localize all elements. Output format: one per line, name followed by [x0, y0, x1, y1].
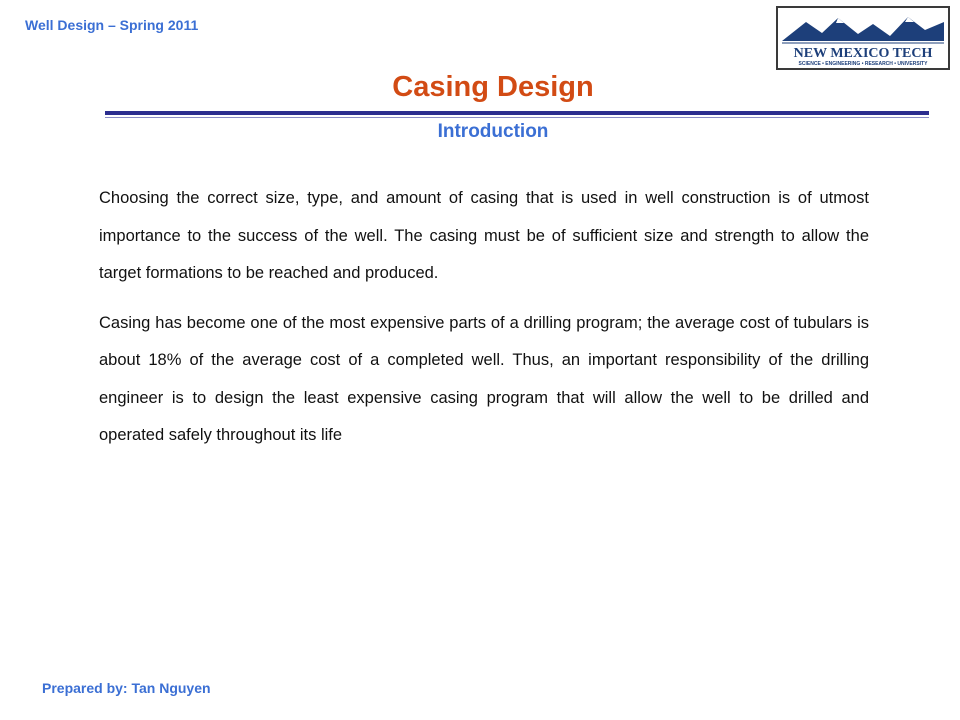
title-divider-thick [105, 111, 929, 115]
body-text [99, 180, 869, 455]
paragraph-casing-cost: Casing has become one of the most expensive parts of a drilling program; the average cost of tubulars is about 18% of the average cost of a completed well. Thus, an important responsibility of the drilling engineer is to design the least expensive casing program that will allow the well to be drilled and operated safely throughout its life [99, 313, 869, 444]
course-title: Well Design – Spring 2011 [25, 17, 199, 33]
logo-name: NEW MEXICO TECH [793, 46, 933, 61]
university-logo [776, 6, 950, 70]
title-divider-thin [105, 117, 929, 118]
logo-tagline: SCIENCE • ENGINEERING • RESEARCH • UNIVERSITY [798, 61, 928, 67]
slide-subtitle: Introduction [437, 121, 549, 142]
slide-title: Casing Design [392, 71, 594, 103]
paragraph-casing-selection: Choosing the correct size, type, and amount of casing that is used in well construction is of utmost importance to the success of the well. The casing must be of sufficient size and strength to allow the target formations to be reached and produced. [99, 189, 869, 282]
mountain-logo-icon [778, 8, 948, 68]
footer-prepared-by: Prepared by: Tan Nguyen [42, 680, 211, 696]
